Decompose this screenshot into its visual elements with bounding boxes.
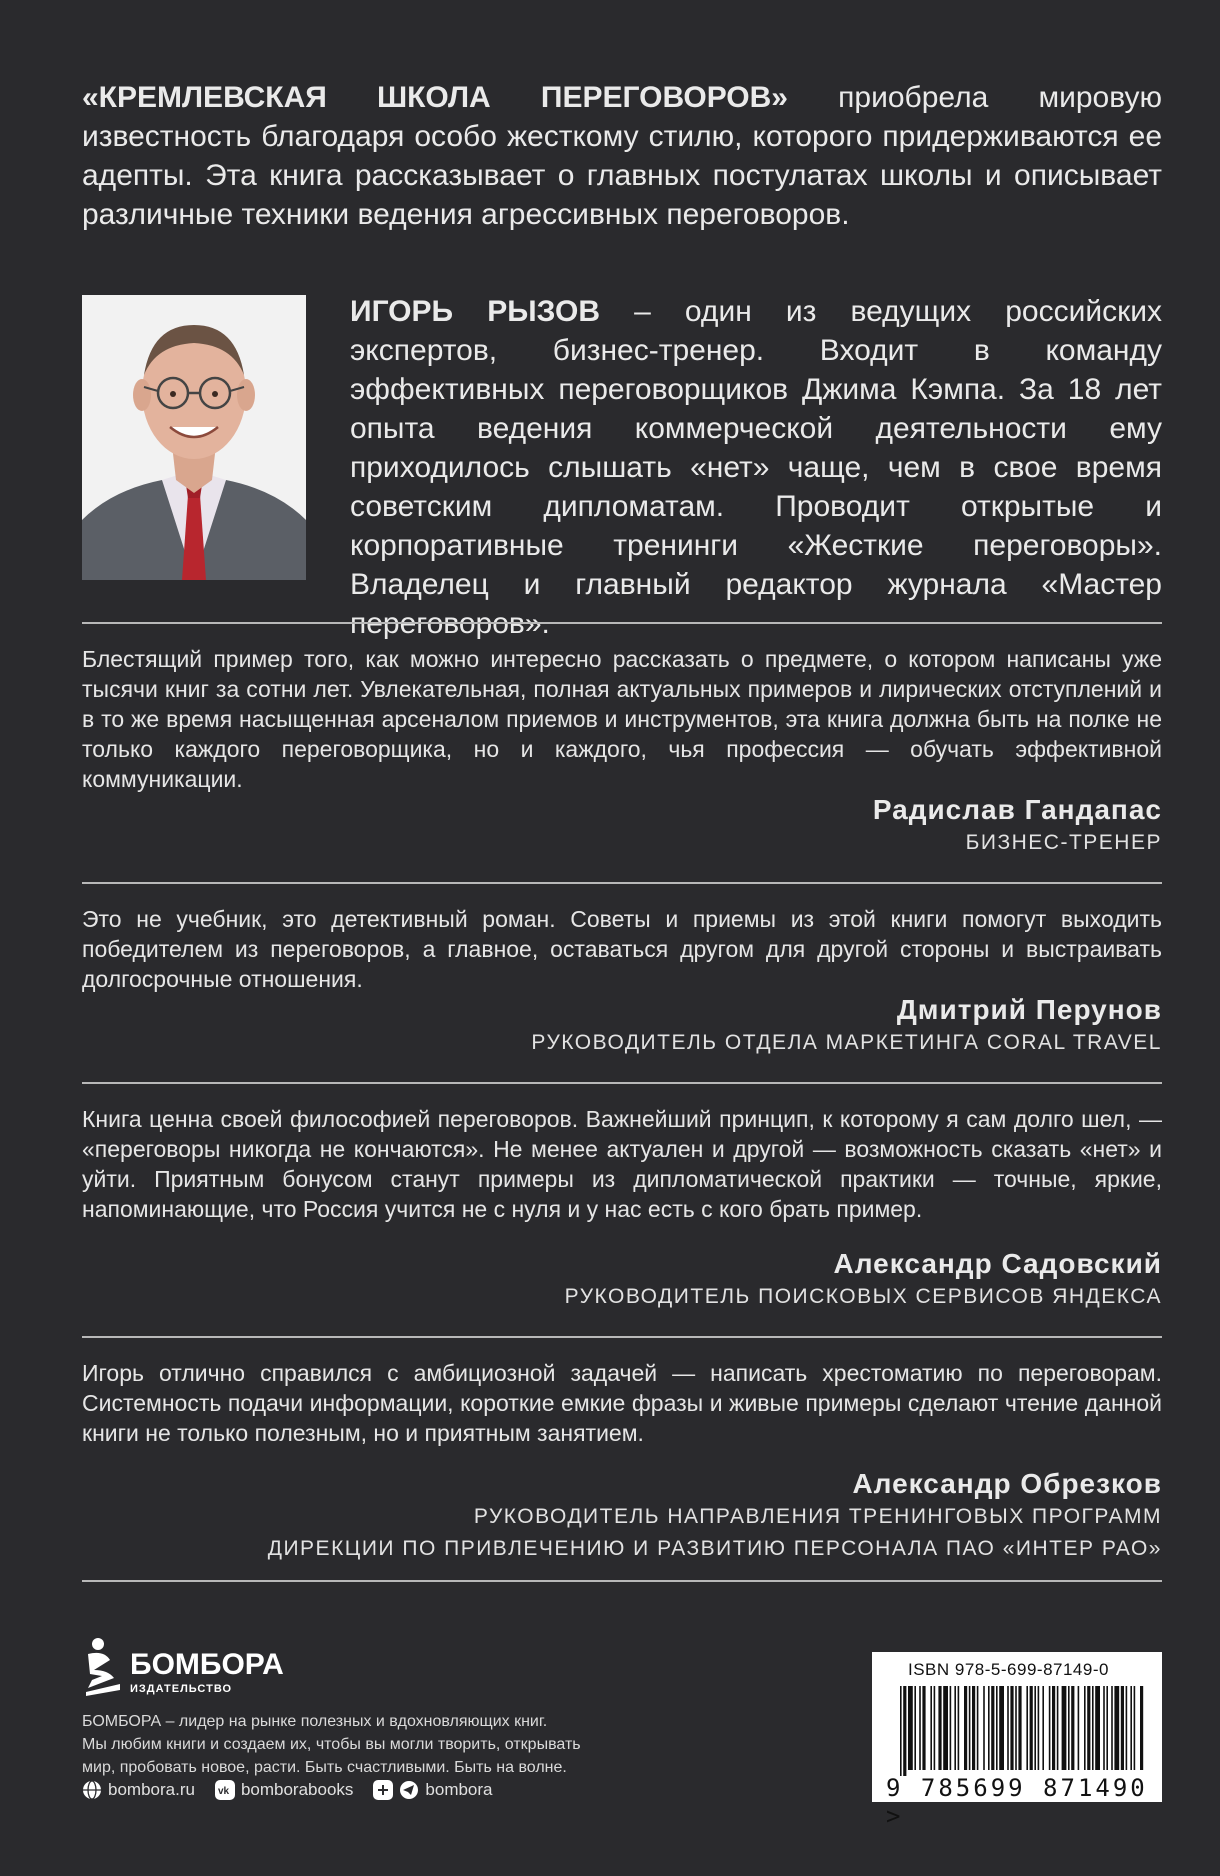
barcode-bar xyxy=(919,1686,921,1770)
barcode-bar xyxy=(1034,1686,1036,1770)
barcode-bar xyxy=(1010,1686,1013,1770)
barcode-bar xyxy=(958,1686,960,1770)
social-link-telegram[interactable] xyxy=(373,1780,492,1800)
barcode-bar xyxy=(1095,1686,1100,1770)
barcode-bar xyxy=(900,1686,902,1776)
barcode-bar xyxy=(996,1686,998,1770)
barcode-bar xyxy=(988,1686,990,1770)
publisher-line: БОМБОРА – лидер на рынке полезных и вдохновляющих книг. xyxy=(82,1713,548,1730)
isbn-label: ISBN 978-5-699-87149-0 xyxy=(908,1660,1109,1679)
author-bio-text: – один из ведущих российских экспертов, бизнес-тренер. Входит в команду эффективных переговорщиков Джима Кэмпа. За 18 лет опыта ведения коммерческой деятельности ему приходилось слышать «нет» чаще, чем в свое время советским дипломатам. Проводит открытые и корпоративные тренинги «Жесткие переговоры». Владелец и главный редактор журнала «Мастер переговоров». xyxy=(350,295,1162,640)
review-text: Игорь отлично справился с амбициозной задачей — написать хрестоматию по переговорам. Системность подачи информации, короткие емкие фразы и живые примеры сделают чтение данной книги не только полезным, но и приятным занятием. xyxy=(82,1360,1162,1446)
svg-text:vk: vk xyxy=(217,1786,230,1797)
intro-paragraph xyxy=(82,78,1162,234)
social-links xyxy=(82,1780,493,1800)
barcode-bar xyxy=(1015,1686,1017,1770)
social-label: bomborabooks xyxy=(240,1780,354,1799)
barcode-bar xyxy=(1087,1686,1090,1770)
divider xyxy=(82,1336,1162,1338)
barcode-bar xyxy=(1084,1686,1086,1770)
barcode-bar xyxy=(1052,1686,1055,1770)
publisher-logo xyxy=(84,1636,304,1698)
barcode-bar xyxy=(1140,1686,1143,1770)
barcode-bar xyxy=(999,1686,1004,1770)
author-bio xyxy=(350,292,1162,643)
author-name: ИГОРЬ РЫЗОВ xyxy=(350,295,600,328)
barcode-bar xyxy=(1026,1686,1028,1770)
barcode-bar xyxy=(954,1686,956,1770)
review-author-role-line2: ДИРЕКЦИИ ПО ПРИВЛЕЧЕНИЮ И РАЗВИТИЮ ПЕРСОНАЛА ПАО «ИНТЕР РАО» xyxy=(267,1537,1162,1560)
barcode-bar xyxy=(1068,1686,1070,1770)
intro-title: «КРЕМЛЕВСКАЯ ШКОЛА ПЕРЕГОВОРОВ» xyxy=(82,81,788,114)
barcode-bar xyxy=(1062,1686,1067,1770)
barcode-bar xyxy=(934,1686,936,1770)
divider xyxy=(82,1580,1162,1582)
review-text: Это не учебник, это детективный роман. Советы и приемы из этой книги помогут выходить победителем из переговоров, а главное, оставаться другом для другой стороны и выстраивать долгосрочные отношения. xyxy=(82,906,1162,992)
plus-icon xyxy=(373,1780,393,1800)
barcode-bar xyxy=(914,1686,916,1770)
barcode-bar xyxy=(903,1686,906,1776)
barcode-bar xyxy=(1030,1686,1033,1770)
review-author-role: БИЗНЕС-ТРЕНЕР xyxy=(965,831,1162,854)
barcode-bar xyxy=(1078,1686,1080,1770)
barcode-digits: 9 785699 871490 > xyxy=(886,1774,1148,1830)
vk-icon xyxy=(215,1780,235,1800)
logo-subtitle: ИЗДАТЕЛЬСТВО xyxy=(130,1683,233,1695)
review-author-role: РУКОВОДИТЕЛЬ ОТДЕЛА МАРКЕТИНГА CORAL TRAVEL xyxy=(531,1031,1162,1054)
barcode-bar xyxy=(1111,1686,1113,1770)
barcode-bar xyxy=(1038,1686,1040,1770)
barcode-bar xyxy=(908,1686,913,1770)
barcode-bar xyxy=(1007,1686,1009,1770)
barcode-bar xyxy=(1057,1686,1059,1770)
author-photo xyxy=(82,295,306,580)
barcode-bar xyxy=(977,1686,979,1770)
telegram-icon xyxy=(399,1780,419,1800)
review-text: Книга ценна своей философией переговоров. Важнейший принцип, к которому я сам долго шел, — «переговоры никогда не кончаются». Не менее актуален и другой — возможность сказать «нет» и уйти. Приятным бонусом станут примеры из дипломатической практики — точные, яркие, напоминающие, что Россия учится не с нуля и у нас есть с кого брать пример. xyxy=(82,1106,1162,1222)
barcode-bar xyxy=(938,1686,941,1770)
barcode-bar xyxy=(972,1686,975,1770)
review-author: Дмитрий Перунов xyxy=(896,994,1162,1025)
review-author: Радислав Гандапас xyxy=(872,794,1162,825)
barcode-bar xyxy=(1042,1686,1044,1770)
barcode-bar xyxy=(969,1686,971,1770)
barcode-bar xyxy=(983,1686,985,1770)
barcode-bar xyxy=(991,1686,994,1770)
review-text: Блестящий пример того, как можно интересно рассказать о предмете, о котором написаны уже тысячи книг за сотни лет. Увлекательная, полная актуальных примеров и лирических отступлений и в то же время насыщенная арсеналом приемов и инструментов, эта книга должна быть на полке не только каждого переговорщика, но и каждого, чья профессия — обучать эффективной коммуникации. xyxy=(82,646,1162,792)
divider xyxy=(82,1082,1162,1084)
social-label: bombora xyxy=(425,1780,493,1799)
review-author-role: РУКОВОДИТЕЛЬ ПОИСКОВЫХ СЕРВИСОВ ЯНДЕКСА xyxy=(564,1285,1162,1308)
publisher-line: мир, пробовать новое, расти. Быть счастливыми. Быть на волне. xyxy=(82,1759,567,1776)
intro-text: приобрела мировую известность благодаря особо жесткому стилю, которого придерживаются ее адепты. Эта книга рассказывает о главных постулатах школы и описывает различные техники ведения агрессивных переговоров. xyxy=(82,81,1162,231)
barcode-bar xyxy=(1126,1686,1128,1770)
social-label: bombora.ru xyxy=(108,1780,195,1799)
barcode-bar xyxy=(1018,1686,1021,1770)
barcode-bar xyxy=(1092,1686,1094,1770)
publisher-description xyxy=(82,1710,642,1779)
divider xyxy=(82,622,1162,624)
divider xyxy=(82,882,1162,884)
review-author: Александр Садовский xyxy=(833,1248,1162,1279)
social-link-site[interactable] xyxy=(82,1780,195,1800)
barcode-bar xyxy=(1121,1686,1124,1770)
globe-icon xyxy=(82,1780,102,1800)
publisher-line: Мы любим книги и создаем их, чтобы вы могли творить, открывать xyxy=(82,1736,581,1753)
review-author: Александр Обрезков xyxy=(852,1468,1162,1499)
bombora-logo-icon xyxy=(84,1636,304,1698)
author-portrait-illustration xyxy=(82,295,306,580)
barcode-bar xyxy=(1103,1686,1105,1770)
barcode-bar xyxy=(964,1686,967,1770)
barcode-bar xyxy=(1134,1686,1136,1770)
isbn-barcode xyxy=(872,1652,1162,1830)
barcode-bar xyxy=(1071,1686,1074,1770)
review-author-role: РУКОВОДИТЕЛЬ НАПРАВЛЕНИЯ ТРЕНИНГОВЫХ ПРОГРАММ xyxy=(473,1505,1162,1528)
barcode-bar xyxy=(1130,1686,1132,1770)
social-link-vk[interactable] xyxy=(215,1780,353,1800)
barcode-bar xyxy=(930,1686,932,1770)
barcode-bar xyxy=(922,1686,925,1770)
barcode-bar xyxy=(943,1686,948,1770)
barcode-bar xyxy=(1114,1686,1119,1770)
barcode-bar xyxy=(950,1686,952,1770)
barcode-bar xyxy=(1106,1686,1108,1770)
barcode-bar xyxy=(1049,1686,1051,1770)
logo-name: БОМБОРА xyxy=(130,1648,284,1681)
